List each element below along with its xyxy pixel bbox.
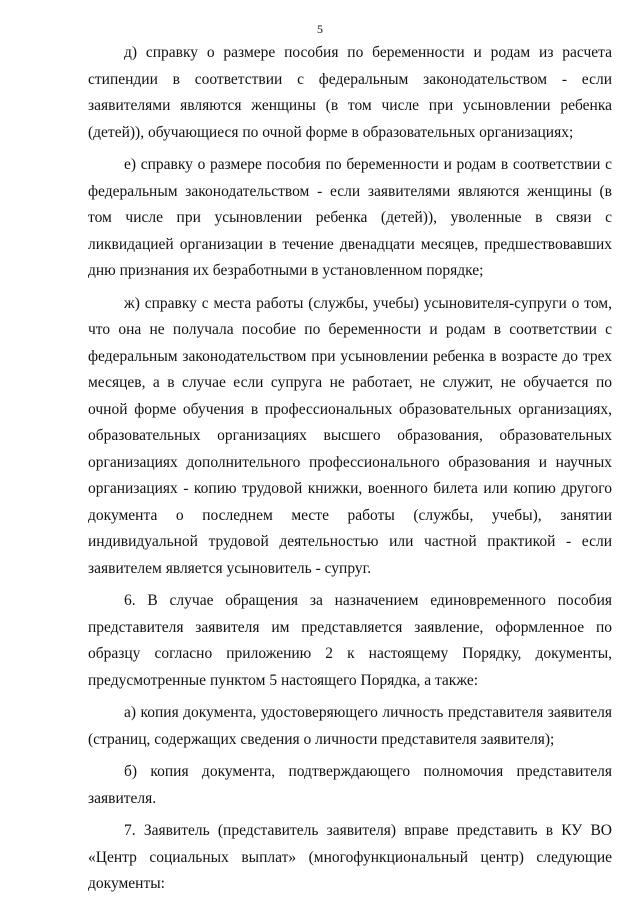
paragraph-b: б) копия документа, подтверждающего полномочия представителя заявителя.: [88, 763, 612, 807]
paragraph-d: д) справку о размере пособия по беременности и родам из расчета стипендии в соответствии с федеральным законодательством - если заявителями являются женщины (в том числе при усыновлении ребенка (детей)), обучающиеся по очной форме в образовательных организациях;: [88, 44, 612, 141]
paragraph-zh: ж) справку с места работы (службы, учебы) усыновителя-супруги о том, что она не получала пособие по беременности и родам в соответствии с федеральным законодательством при усыновлении ребенка в возрасте до трех месяцев, а в случае если супруга не работает, не служит, не обучается по очной форме обучения в профессиональных образовательных организациях, образовательных организациях высшего образования, образовательных организациях дополнительного профессионального образования и научных организациях - копию трудовой книжки, военного билета или копию другого документа о последнем месте работы (службы, учебы), занятии индивидуальной трудовой деятельностью или частной практикой - если заявителем является усыновитель - супруг.: [88, 294, 612, 577]
paragraph-e: е) справку о размере пособия по беременности и родам в соответствии с федеральным законодательством - если заявителями являются женщины (в том числе при усыновлении ребенка (детей)), уволенные в связи с ликвидацией организации в течение двенадцати месяцев, предшествовавших дню признания их безработными в установленном порядке;: [88, 156, 612, 279]
paragraph-7: 7. Заявитель (представитель заявителя) вправе представить в КУ ВО «Центр социальных выплат» (многофункциональный центр) следующие документы:: [88, 822, 612, 892]
page-number: 5: [317, 22, 323, 36]
document-body: [88, 40, 612, 898]
paragraph-6: 6. В случае обращения за назначением единовременного пособия представителя заявителя им представляется заявление, оформленное по образцу согласно приложению 2 к настоящему Порядку, документы, предусмотренные пунктом 5 настоящего Порядка, а также:: [88, 592, 612, 689]
paragraph-a: а) копия документа, удостоверяющего личность представителя заявителя (страниц, содержащих сведения о личности представителя заявителя);: [88, 704, 612, 748]
